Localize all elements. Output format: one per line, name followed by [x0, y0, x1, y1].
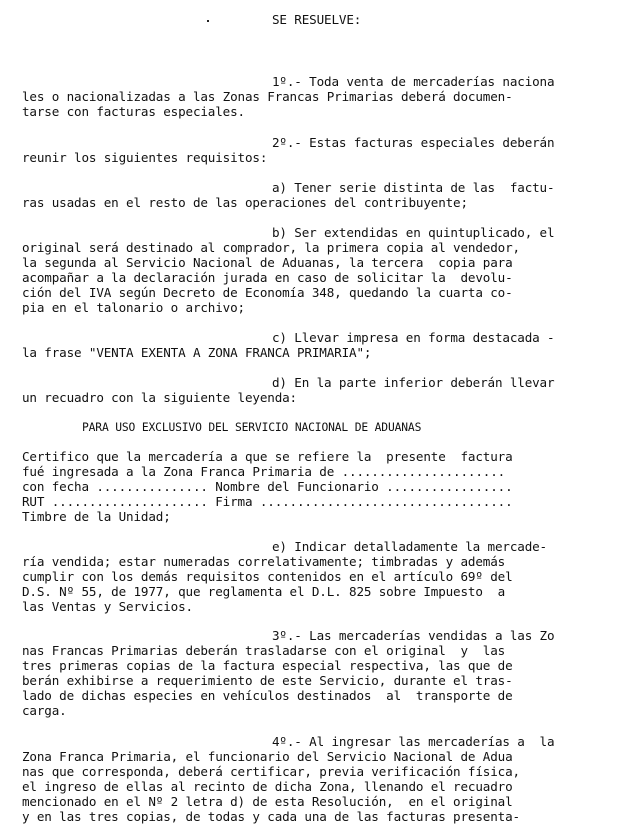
para2-line: reunir los siguientes requisitos: [22, 150, 268, 165]
item-d-line: d) En la parte inferior deberán llevar [272, 375, 555, 390]
box-title: PARA USO EXCLUSIVO DEL SERVICIO NACIONAL DE ADUANAS [82, 421, 422, 434]
para4-line: el ingreso de ellas al recinto de dicha Zona, llenando el recuadro [22, 779, 513, 794]
scan-speck [207, 20, 209, 22]
item-a-line: a) Tener serie distinta de las factu- [272, 180, 555, 195]
box-line: con fecha ............... Nombre del Funcionario ................. [22, 479, 513, 494]
box-line: fué ingresada a la Zona Franca Primaria de ...................... [22, 464, 506, 479]
item-c-line: la frase "VENTA EXENTA A ZONA FRANCA PRIMARIA"; [22, 345, 372, 360]
para3-line: nas Francas Primarias deberán trasladarse con el original y las [22, 643, 506, 658]
box-line: Certifico que la mercadería a que se refiere la presente factura [22, 449, 513, 464]
para3-line: carga. [22, 703, 67, 718]
para4-line: 4º.- Al ingresar las mercaderías a la [272, 734, 555, 749]
item-a-line: ras usadas en el resto de las operaciones del contribuyente; [22, 195, 468, 210]
item-b-line: original será destinado al comprador, la primera copia al vendedor, [22, 240, 520, 255]
para3-line: tres primeras copias de la factura especial respectiva, las que de [22, 658, 513, 673]
para4-line: mencionado en el Nº 2 letra d) de esta Resolución, en el original [22, 794, 513, 809]
item-b-line: acompañar a la declaración jurada en caso de solicitar la devolu- [22, 270, 513, 285]
para3-line: lado de dichas especies en vehículos destinados al transporte de [22, 688, 513, 703]
para1-line: 1º.- Toda venta de mercaderías naciona [272, 74, 555, 89]
box-line: Timbre de la Unidad; [22, 509, 171, 524]
para1-line: tarse con facturas especiales. [22, 104, 245, 119]
para4-line: Zona Franca Primaria, el funcionario del Servicio Nacional de Adua [22, 749, 513, 764]
item-b-line: pia en el talonario o archivo; [22, 300, 245, 315]
item-d-line: un recuadro con la siguiente leyenda: [22, 390, 297, 405]
heading-se-resuelve: SE RESUELVE: [272, 12, 362, 27]
para4-line: y en las tres copias, de todas y cada una de las facturas presenta- [22, 809, 520, 824]
para3-line: 3º.- Las mercaderías vendidas a las Zo [272, 628, 555, 643]
item-e-line: ría vendida; estar numeradas correlativamente; timbradas y además [22, 554, 506, 569]
item-b-line: b) Ser extendidas en quintuplicado, el [272, 225, 555, 240]
item-e-line: cumplir con los demás requisitos contenidos en el artículo 69º del [22, 569, 513, 584]
item-c-line: c) Llevar impresa en forma destacada - [272, 330, 555, 345]
para2-line: 2º.- Estas facturas especiales deberán [272, 135, 555, 150]
box-line: RUT ..................... Firma .................................. [22, 494, 513, 509]
item-b-line: ción del IVA según Decreto de Economía 348, quedando la cuarta co- [22, 285, 513, 300]
item-b-line: la segunda al Servicio Nacional de Aduanas, la tercera copia para [22, 255, 513, 270]
para1-line: les o nacionalizadas a las Zonas Francas Primarias deberá documen- [22, 89, 513, 104]
item-e-line: las Ventas y Servicios. [22, 599, 193, 614]
item-e-line: e) Indicar detalladamente la mercade- [272, 539, 547, 554]
para3-line: berán exhibirse a requerimiento de este Servicio, durante el tras- [22, 673, 513, 688]
item-e-line: D.S. Nº 55, de 1977, que reglamenta el D.L. 825 sobre Impuesto a [22, 584, 506, 599]
para4-line: nas que corresponda, deberá certificar, previa verificación física, [22, 764, 520, 779]
